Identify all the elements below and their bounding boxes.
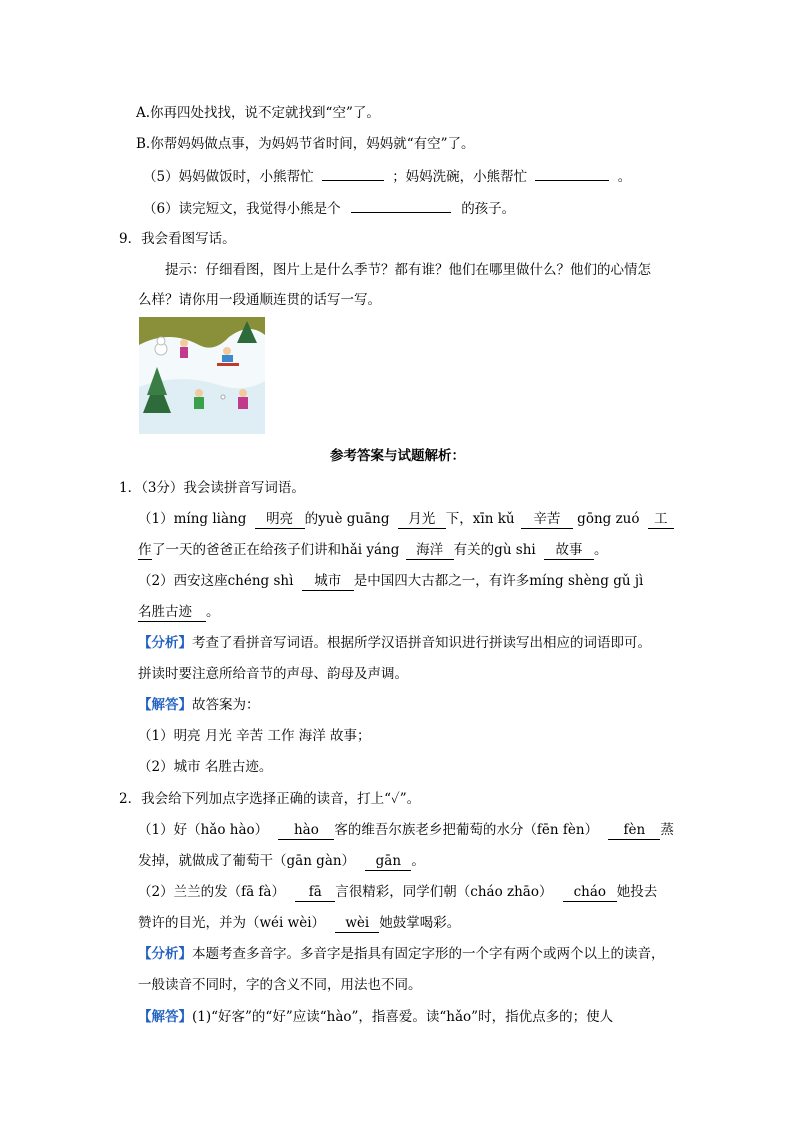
a1-answer-word: 工 [648, 511, 674, 529]
answer-1-analysis-line-2: 拼读时要注意所给音节的声母、韵母及声调。 [138, 666, 408, 682]
answer-2-solution-line-1 [138, 1007, 613, 1027]
a1-text: 有关的gù shi [453, 542, 536, 558]
a1-answer-word: 海洋 [406, 542, 454, 560]
a1-text: gōng zuó [577, 511, 640, 527]
answer-2-line-4 [138, 913, 460, 933]
analysis-tag: 【分析】 [138, 635, 192, 651]
item-5-text-a: （5）妈妈做饭时，小熊帮忙 [143, 169, 314, 185]
a2-text: 她投去 [616, 884, 658, 900]
answer-1-line-1 [138, 509, 674, 529]
item-5-text-b: ；妈妈洗碗，小熊帮忙 [392, 169, 528, 185]
a2-answer-pinyin: gān [365, 853, 411, 871]
answer-1-solution-line-2: （1）明亮 月光 辛苦 工作 海洋 故事； [138, 728, 371, 744]
a1-answer-text: 故答案为： [192, 697, 260, 713]
a2-text: 言很精彩，同学们朝（cháo zhāo） [335, 884, 553, 900]
item-5-text-c: 。 [617, 169, 632, 185]
item-6 [143, 197, 515, 219]
a1-text: 的yuè guāng [304, 511, 390, 527]
a2-text: （2）兰兰的发（fā fà） [138, 884, 285, 900]
a1-analysis-text: 考查了看拼音写词语。根据所学汉语拼音知识进行拼读写出相应的词语即可。 [192, 635, 651, 651]
answer-2-analysis-line-1 [138, 944, 665, 964]
answers-heading: 参考答案与试题解析： [330, 448, 465, 464]
answer-1-line-4 [138, 602, 220, 622]
a1-text: （2）西安这座chéng shì [138, 573, 294, 589]
a1-answer-word: 名胜古迹 [138, 604, 206, 622]
a2-text: （1）好（hǎo hào） [138, 822, 269, 838]
a2-answer-pinyin: fā [295, 884, 335, 902]
answer-1-solution-line-3: （2）城市 名胜古迹。 [138, 759, 273, 775]
question-9-hint-line-2: 么样？请你用一段通顺连贯的话写一写。 [138, 292, 381, 308]
answer-1-line-3 [138, 571, 643, 591]
a2-answer-pinyin: wèi [335, 915, 379, 933]
a2-text: 。 [411, 853, 425, 869]
a2-answer-text: (1)“好客”的“好”应读“hào”，指喜爱。读“hǎo”时，指优点多的；使人 [192, 1009, 614, 1025]
a1-answer-word: 故事 [544, 542, 594, 560]
answer-2-title: 2．我会给下列加点字选择正确的读音，打上“✓”。 [119, 791, 421, 807]
item-6-text-b: 的孩子。 [461, 201, 516, 217]
question-9-title: 9．我会看图写话。 [119, 231, 236, 247]
a2-text: 赞许的目光，并为（wéi wèi） [138, 915, 326, 931]
answer-1-analysis-line-1 [138, 633, 651, 653]
a1-text: 。 [206, 604, 220, 620]
answer-2-line-2 [138, 851, 425, 871]
a1-answer-word: 作 [138, 542, 152, 558]
a1-text: 下，xīn kǔ [445, 511, 515, 527]
answer-tag: 【解答】 [138, 1009, 192, 1025]
a1-answer-word: 城市 [302, 573, 354, 591]
analysis-tag: 【分析】 [138, 946, 192, 962]
a2-answer-pinyin: cháo [563, 884, 617, 902]
option-a: A.你再四处找找，说不定就找到“空”了。 [136, 105, 380, 121]
a2-analysis-text: 本题考查多音字。多音字是指具有固定字形的一个字有两个或两个以上的读音， [192, 946, 665, 962]
a1-answer-word: 月光 [398, 511, 446, 529]
item-5-blank-2[interactable] [535, 165, 609, 181]
winter-scene-image [139, 317, 265, 434]
item-5-blank-1[interactable] [322, 165, 384, 181]
answer-1-title: 1．（3分）我会读拼音写词语。 [119, 480, 305, 496]
answer-tag: 【解答】 [138, 697, 192, 713]
item-6-text-a: （6）读完短文，我觉得小熊是个 [143, 201, 341, 217]
question-9-hint-line-1: 提示：仔细看图，图片上是什么季节？都有谁？他们在哪里做什么？他们的心情怎 [165, 262, 651, 278]
item-5 [143, 165, 631, 187]
a2-answer-pinyin: hào [278, 822, 334, 840]
a1-text: 。 [594, 542, 608, 558]
a2-text: 客的维吾尔族老乡把葡萄的水分（fēn fèn） [334, 822, 599, 838]
a1-text: 了一天的爸爸正在给孩子们讲和hǎi yáng [152, 542, 400, 558]
a1-answer-word: 辛苦 [521, 511, 573, 529]
a1-answer-word: 明亮 [255, 511, 305, 529]
item-6-blank[interactable] [351, 197, 451, 213]
answer-2-line-3 [138, 882, 657, 902]
option-b: B.你帮妈妈做点事，为妈妈节省时间，妈妈就“有空”了。 [136, 136, 475, 152]
a1-text: （1）míng liàng [138, 511, 247, 527]
a2-answer-pinyin: fèn [608, 822, 660, 840]
answer-1-solution-line-1 [138, 695, 260, 715]
answer-2-line-1 [138, 820, 674, 840]
answer-1-line-2 [138, 540, 608, 560]
a1-text: 是中国四大古都之一，有许多míng shèng gǔ jì [353, 573, 644, 589]
a2-text: 蒸 [660, 822, 674, 838]
a2-text: 她鼓掌喝彩。 [379, 915, 461, 931]
a2-text: 发掉，就做成了葡萄干（gān gàn） [138, 853, 356, 869]
answer-2-analysis-line-2: 一般读音不同时，字的含义不同，用法也不同。 [138, 977, 422, 993]
